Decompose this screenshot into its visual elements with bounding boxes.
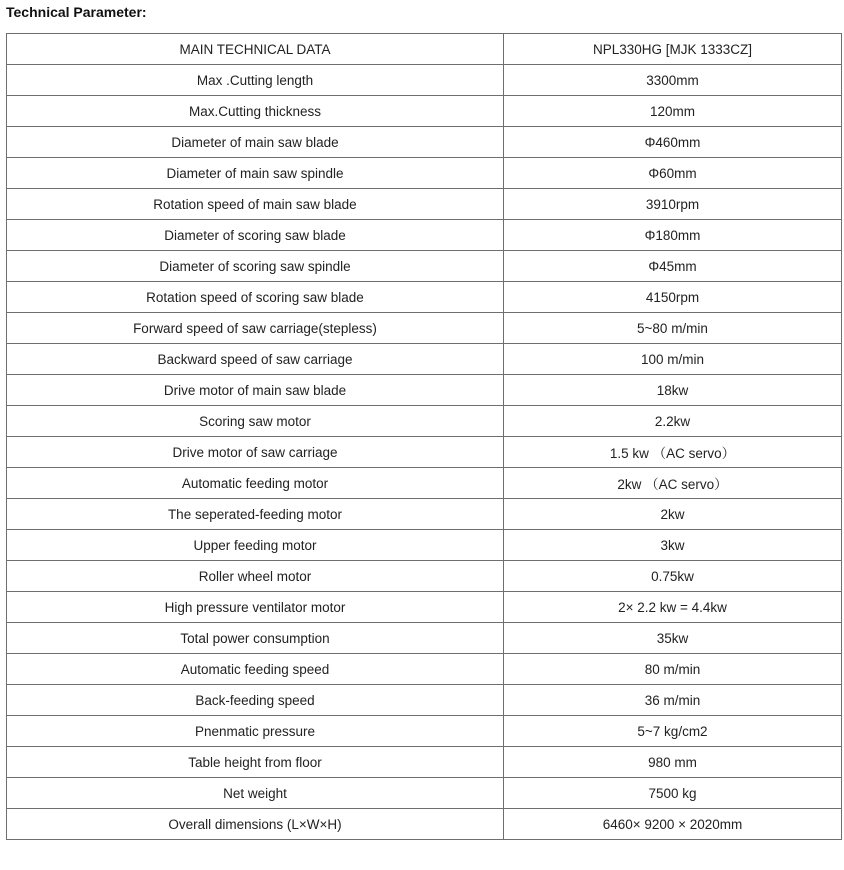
parameter-value: 35kw [504,623,842,654]
parameter-value: 3300mm [504,65,842,96]
parameter-label: Net weight [7,778,504,809]
parameter-value: 2× 2.2 kw = 4.4kw [504,592,842,623]
parameter-value: 120mm [504,96,842,127]
parameter-value: 6460× 9200 × 2020mm [504,809,842,840]
parameter-value: Φ460mm [504,127,842,158]
table-row [7,65,842,96]
table-header-row [7,34,842,65]
table-row [7,220,842,251]
parameter-label: Automatic feeding motor [7,468,504,499]
parameter-label: Max .Cutting length [7,65,504,96]
parameter-value: 2kw （AC servo） [504,468,842,499]
table-row [7,158,842,189]
parameter-label: Rotation speed of main saw blade [7,189,504,220]
parameter-value: 1.5 kw （AC servo） [504,437,842,468]
parameter-label: Diameter of main saw blade [7,127,504,158]
table-row [7,561,842,592]
parameter-value: 2.2kw [504,406,842,437]
header-label-cell: MAIN TECHNICAL DATA [7,34,504,65]
parameter-value: 3kw [504,530,842,561]
parameter-label: Pnenmatic pressure [7,716,504,747]
table-row [7,685,842,716]
table-row [7,716,842,747]
parameter-value: 0.75kw [504,561,842,592]
table-row [7,654,842,685]
parameter-label: Automatic feeding speed [7,654,504,685]
table-row [7,499,842,530]
section-heading: Technical Parameter: [6,4,147,20]
parameter-label: Drive motor of saw carriage [7,437,504,468]
parameter-label: Total power consumption [7,623,504,654]
table-row [7,96,842,127]
parameter-value: 980 mm [504,747,842,778]
parameter-label: The seperated-feeding motor [7,499,504,530]
table-row [7,251,842,282]
parameter-label: Back-feeding speed [7,685,504,716]
parameter-label: Rotation speed of scoring saw blade [7,282,504,313]
parameter-label: Max.Cutting thickness [7,96,504,127]
parameter-label: Diameter of scoring saw spindle [7,251,504,282]
parameter-value: Φ180mm [504,220,842,251]
table-row [7,592,842,623]
table-row [7,468,842,499]
parameter-label: Scoring saw motor [7,406,504,437]
table-row [7,282,842,313]
parameter-label: High pressure ventilator motor [7,592,504,623]
table-row [7,809,842,840]
parameter-label: Diameter of main saw spindle [7,158,504,189]
parameter-value: Φ60mm [504,158,842,189]
parameter-value: Φ45mm [504,251,842,282]
parameter-label: Roller wheel motor [7,561,504,592]
table-row [7,530,842,561]
parameter-label: Overall dimensions (L×W×H) [7,809,504,840]
table-row [7,313,842,344]
parameter-label: Table height from floor [7,747,504,778]
parameter-value: 18kw [504,375,842,406]
table-row [7,778,842,809]
parameter-value: 7500 kg [504,778,842,809]
parameter-value: 36 m/min [504,685,842,716]
parameter-label: Backward speed of saw carriage [7,344,504,375]
parameter-label: Forward speed of saw carriage(stepless) [7,313,504,344]
parameter-value: 5~7 kg/cm2 [504,716,842,747]
table-row [7,437,842,468]
technical-parameter-table [6,33,842,840]
table-row [7,623,842,654]
table-row [7,127,842,158]
header-model-cell: NPL330HG [MJK 1333CZ] [504,34,842,65]
table-row [7,344,842,375]
parameter-value: 100 m/min [504,344,842,375]
parameter-label: Upper feeding motor [7,530,504,561]
parameter-value: 5~80 m/min [504,313,842,344]
table-row [7,747,842,778]
parameter-value: 2kw [504,499,842,530]
parameter-value: 4150rpm [504,282,842,313]
parameter-label: Diameter of scoring saw blade [7,220,504,251]
table-row [7,189,842,220]
parameter-value: 3910rpm [504,189,842,220]
table-row [7,375,842,406]
table-row [7,406,842,437]
parameter-label: Drive motor of main saw blade [7,375,504,406]
parameter-value: 80 m/min [504,654,842,685]
